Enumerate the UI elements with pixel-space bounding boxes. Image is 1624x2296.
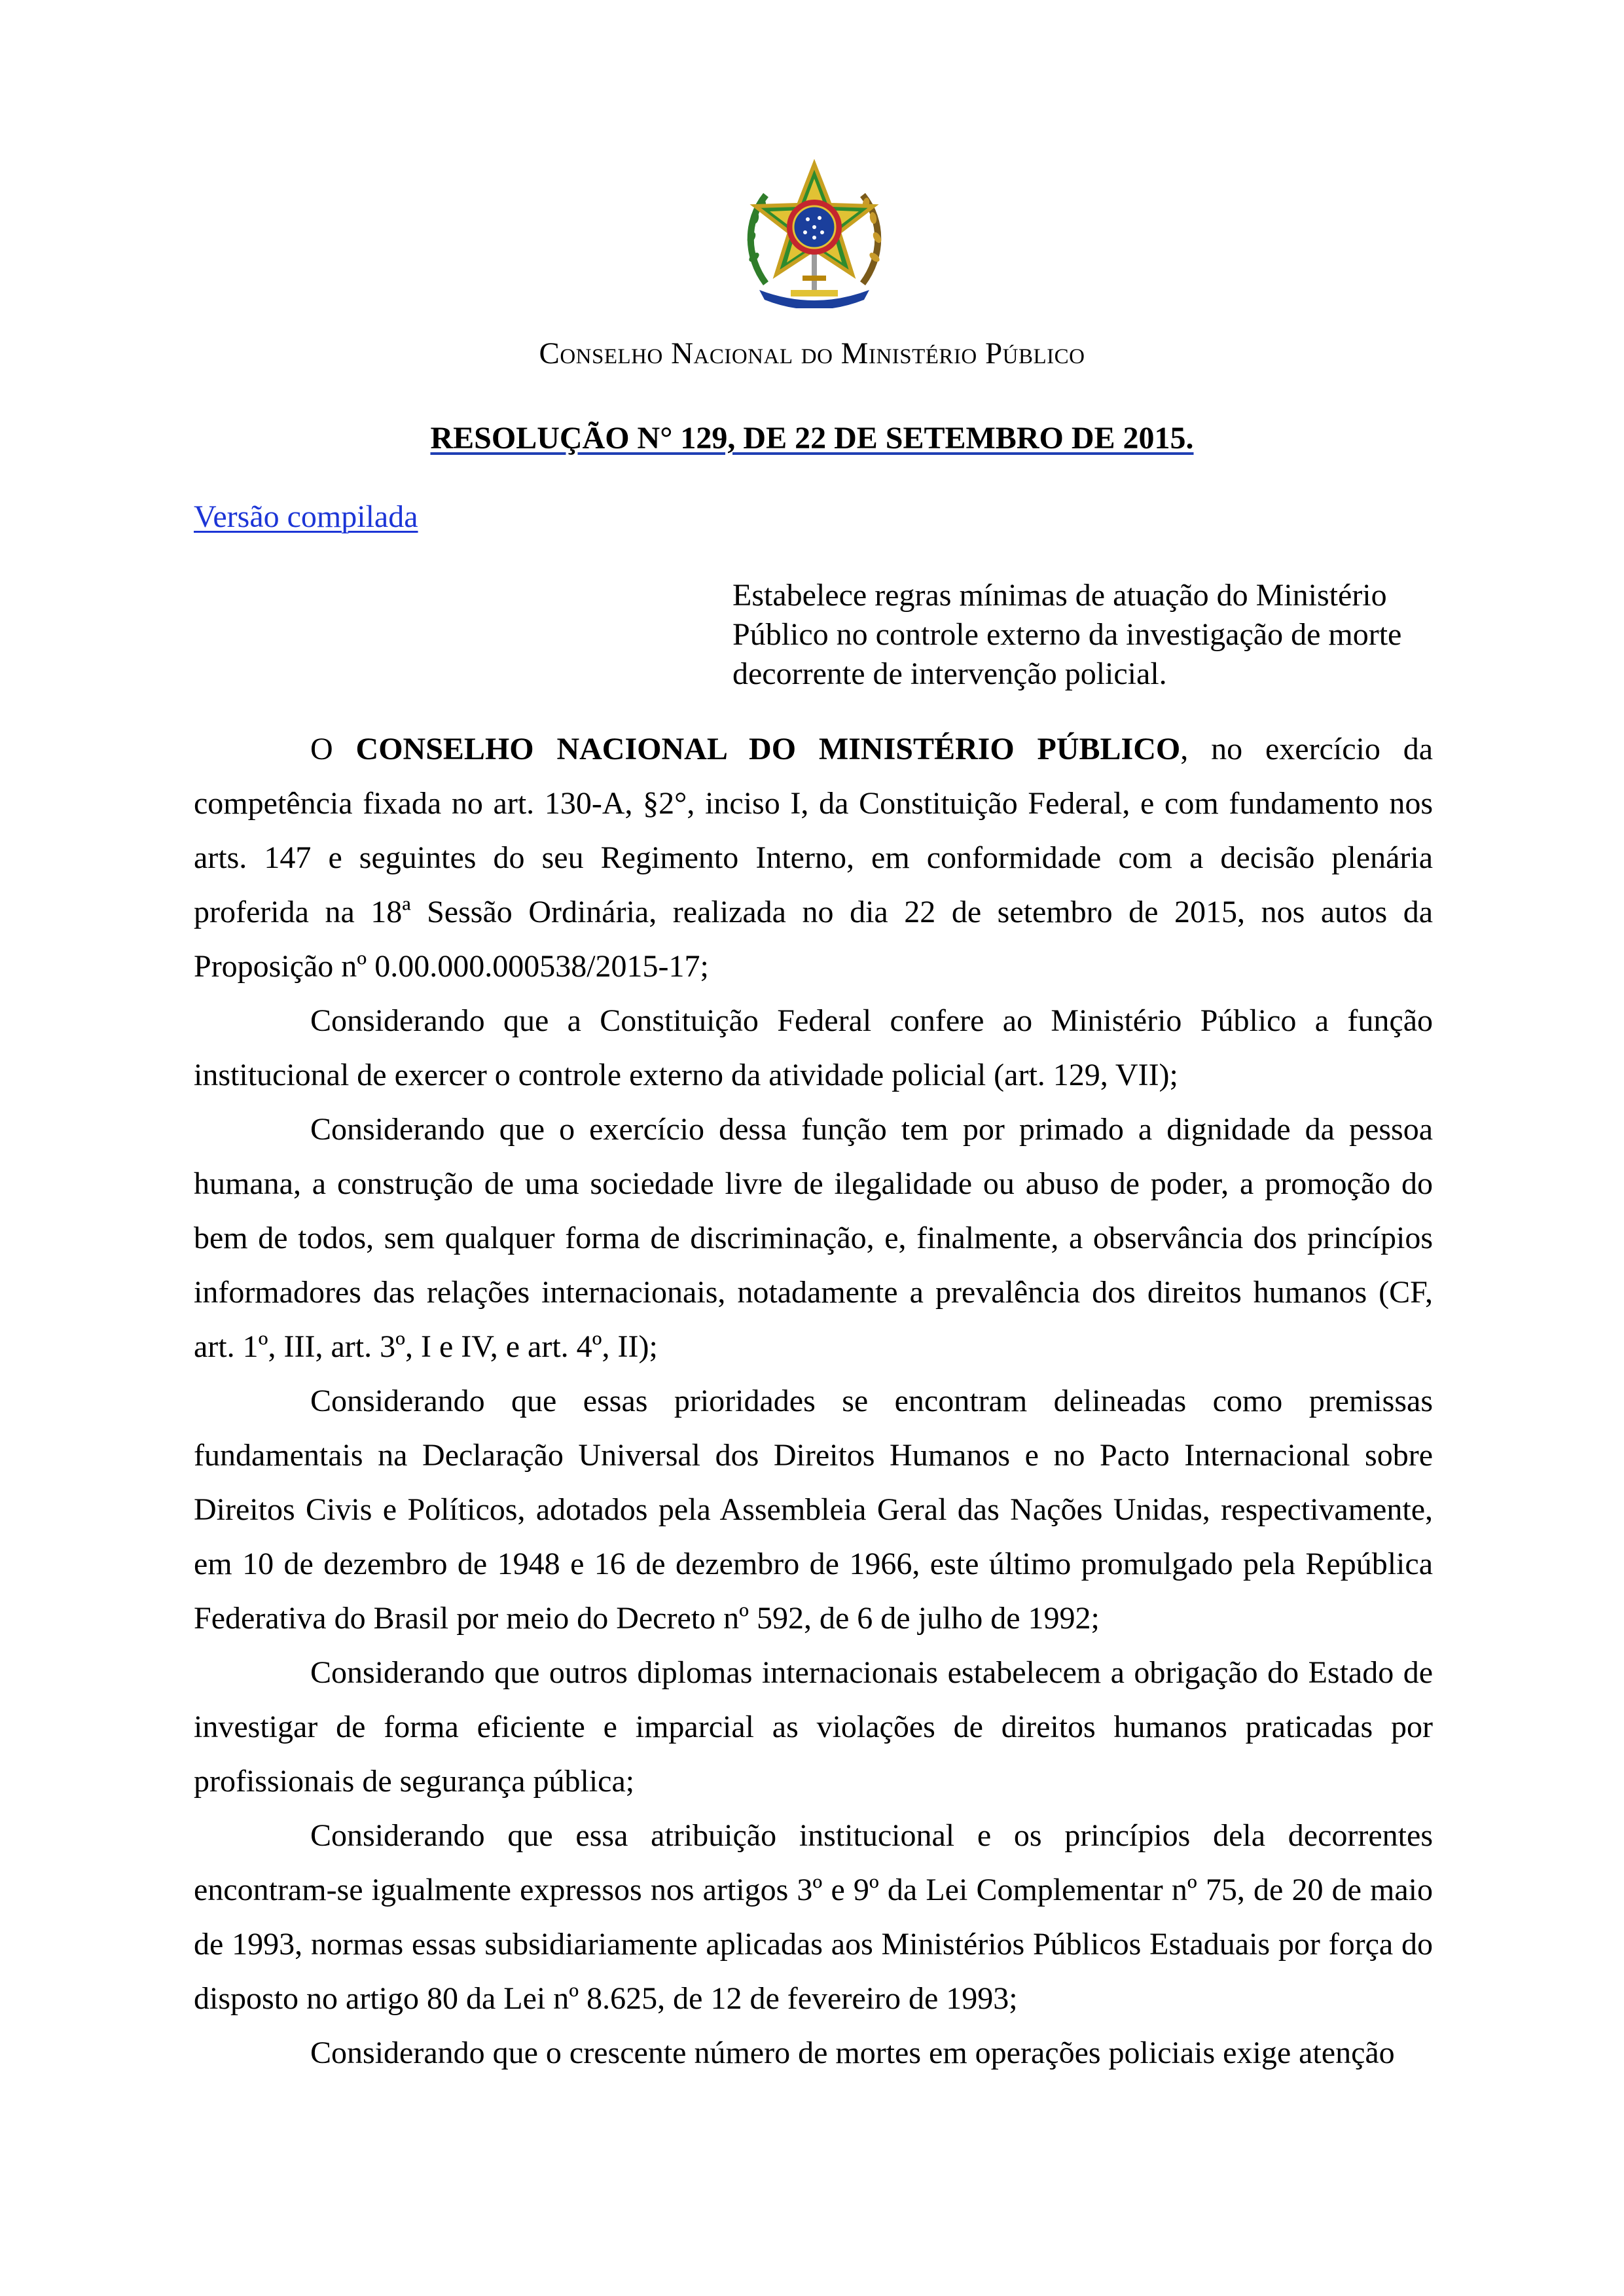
ementa-line: decorrente de intervenção policial.	[732, 656, 1167, 691]
coat-of-arms-emblem	[740, 159, 889, 308]
ementa-line: Público no controle externo da investigação de morte	[732, 617, 1402, 652]
ementa	[732, 576, 1433, 694]
considerando-paragraph: Considerando que outros diplomas internacionais estabelecem a obrigação do Estado de investigar de forma eficiente e imparcial as violações de direitos humanos praticadas por profissionais de segurança pública;	[194, 1655, 1433, 1799]
resolution-title-link[interactable]: RESOLUÇÃO N° 129, DE 22 DE SETEMBRO DE 2015.	[430, 421, 1194, 456]
ementa-line: Estabelece regras mínimas de atuação do Ministério	[732, 578, 1387, 613]
preamble-paragraph	[194, 722, 1433, 994]
resolution-body	[194, 722, 1433, 2080]
considerando-paragraph: Considerando que o exercício dessa função tem por primado a dignidade da pessoa humana, a construção de uma sociedade livre de ilegalidade ou abuso de poder, a promoção do bem de todos, sem qualquer forma de discriminação, e, finalmente, a observância dos princípios informadores das relações internacionais, notadamente a prevalência dos direitos humanos (CF, art. 1º, III, art. 3º, I e IV, e art. 4º, II);	[194, 1112, 1433, 1364]
resolution-title[interactable]	[0, 419, 1624, 458]
considerando-paragraph: Considerando que essa atribuição institucional e os princípios dela decorrentes encontram-se igualmente expressos nos artigos 3º e 9º da Lei Complementar nº 75, de 20 de maio de 1993, normas essas subsidiariamente aplicadas aos Ministérios Públicos Estaduais por força do disposto no artigo 80 da Lei nº 8.625, de 12 de fevereiro de 1993;	[194, 1818, 1433, 2016]
organization-name: Conselho Nacional do Ministério Público	[539, 336, 1085, 370]
preamble-rest: , no exercício da competência fixada no art. 130-A, §2°, inciso I, da Constituição Federal, e com fundamento nos arts. 147 e seguintes do seu Regimento Interno, em conformidade com a decisão plenária proferida na 18ª Sessão Ordinária, realizada no dia 22 de setembro de 2015, nos autos da Proposição nº 0.00.000.000538/2015-17;	[194, 732, 1433, 984]
considerando-paragraph: Considerando que o crescente número de mortes em operações policiais exige atenção	[310, 2036, 1395, 2070]
considerando-paragraph: Considerando que a Constituição Federal confere ao Ministério Público a função institucional de exercer o controle externo da atividade policial (art. 129, VII);	[194, 1003, 1433, 1092]
considerando-paragraph: Considerando que essas prioridades se encontram delineadas como premissas fundamentais na Declaração Universal dos Direitos Humanos e no Pacto Internacional sobre Direitos Civis e Políticos, adotados pela Assembleia Geral das Nações Unidas, respectivamente, em 10 de dezembro de 1948 e 16 de dezembro de 1966, este último promulgado pela República Federativa do Brasil por meio do Decreto nº 592, de 6 de julho de 1992;	[194, 1384, 1433, 1636]
compiled-version-link[interactable]: Versão compilada	[194, 499, 418, 534]
preamble-lead: O	[310, 732, 333, 766]
preamble-org-bold: CONSELHO NACIONAL DO MINISTÉRIO PÚBLICO	[355, 732, 1181, 766]
